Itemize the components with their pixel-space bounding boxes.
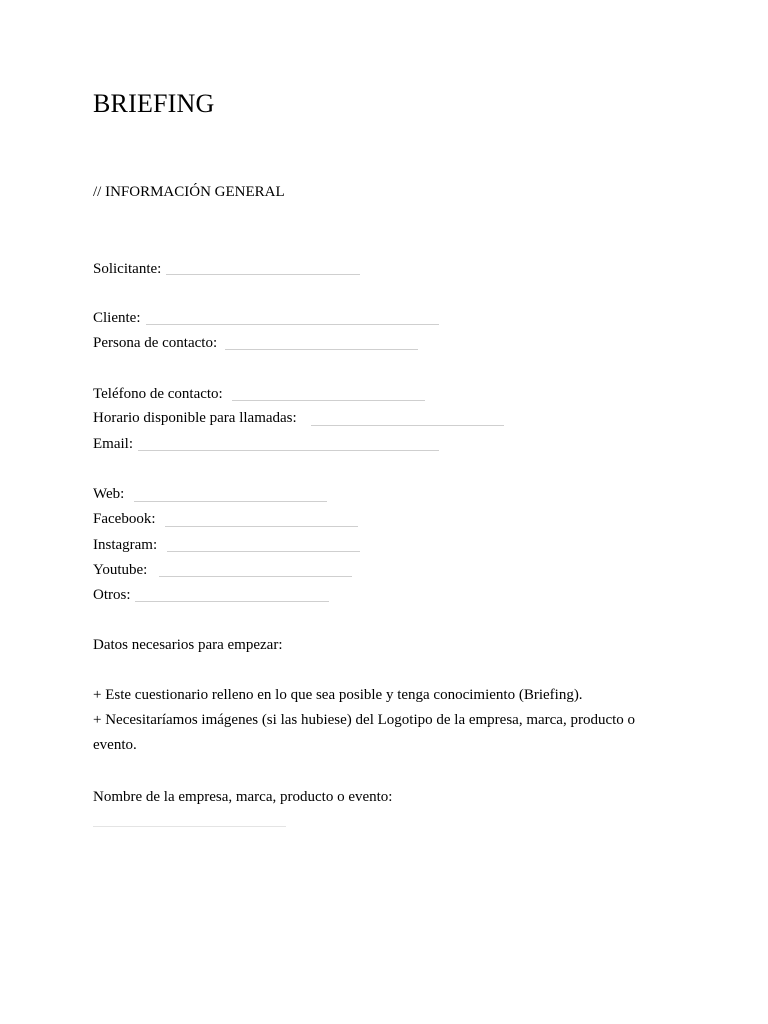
label-email: Email: bbox=[93, 436, 133, 452]
label-solicitante: Solicitante: bbox=[93, 261, 162, 277]
label-youtube: Youtube: bbox=[93, 562, 148, 578]
input-line-solicitante[interactable] bbox=[166, 274, 360, 275]
input-line-nombre[interactable] bbox=[93, 826, 286, 827]
input-line-persona-contacto[interactable] bbox=[225, 349, 418, 350]
label-persona-contacto: Persona de contacto: bbox=[93, 335, 218, 351]
datos-heading: Datos necesarios para empezar: bbox=[93, 637, 283, 653]
label-instagram: Instagram: bbox=[93, 537, 158, 553]
label-facebook: Facebook: bbox=[93, 511, 156, 527]
input-line-web[interactable] bbox=[134, 501, 327, 502]
input-line-facebook[interactable] bbox=[165, 526, 358, 527]
input-line-horario[interactable] bbox=[311, 425, 504, 426]
bullet-cuestionario: + Este cuestionario relleno en lo que sea posible y tenga conocimiento (Briefing). bbox=[93, 687, 583, 703]
label-telefono: Teléfono de contacto: bbox=[93, 386, 223, 402]
input-line-telefono[interactable] bbox=[232, 400, 425, 401]
document-title: BRIEFING bbox=[93, 89, 215, 118]
label-otros: Otros: bbox=[93, 587, 131, 603]
input-line-cliente[interactable] bbox=[146, 324, 439, 325]
bullet-imagenes: + Necesitaríamos imágenes (si las hubiese) del Logotipo de la empresa, marca, producto o evento. bbox=[93, 712, 636, 753]
input-line-instagram[interactable] bbox=[167, 551, 360, 552]
nombre-heading: Nombre de la empresa, marca, producto o evento: bbox=[93, 789, 393, 805]
label-horario: Horario disponible para llamadas: bbox=[93, 410, 297, 426]
section-heading: // INFORMACIÓN GENERAL bbox=[93, 184, 285, 200]
label-cliente: Cliente: bbox=[93, 310, 141, 326]
label-web: Web: bbox=[93, 486, 125, 502]
input-line-email[interactable] bbox=[138, 450, 439, 451]
input-line-youtube[interactable] bbox=[159, 576, 352, 577]
input-line-otros[interactable] bbox=[135, 601, 329, 602]
